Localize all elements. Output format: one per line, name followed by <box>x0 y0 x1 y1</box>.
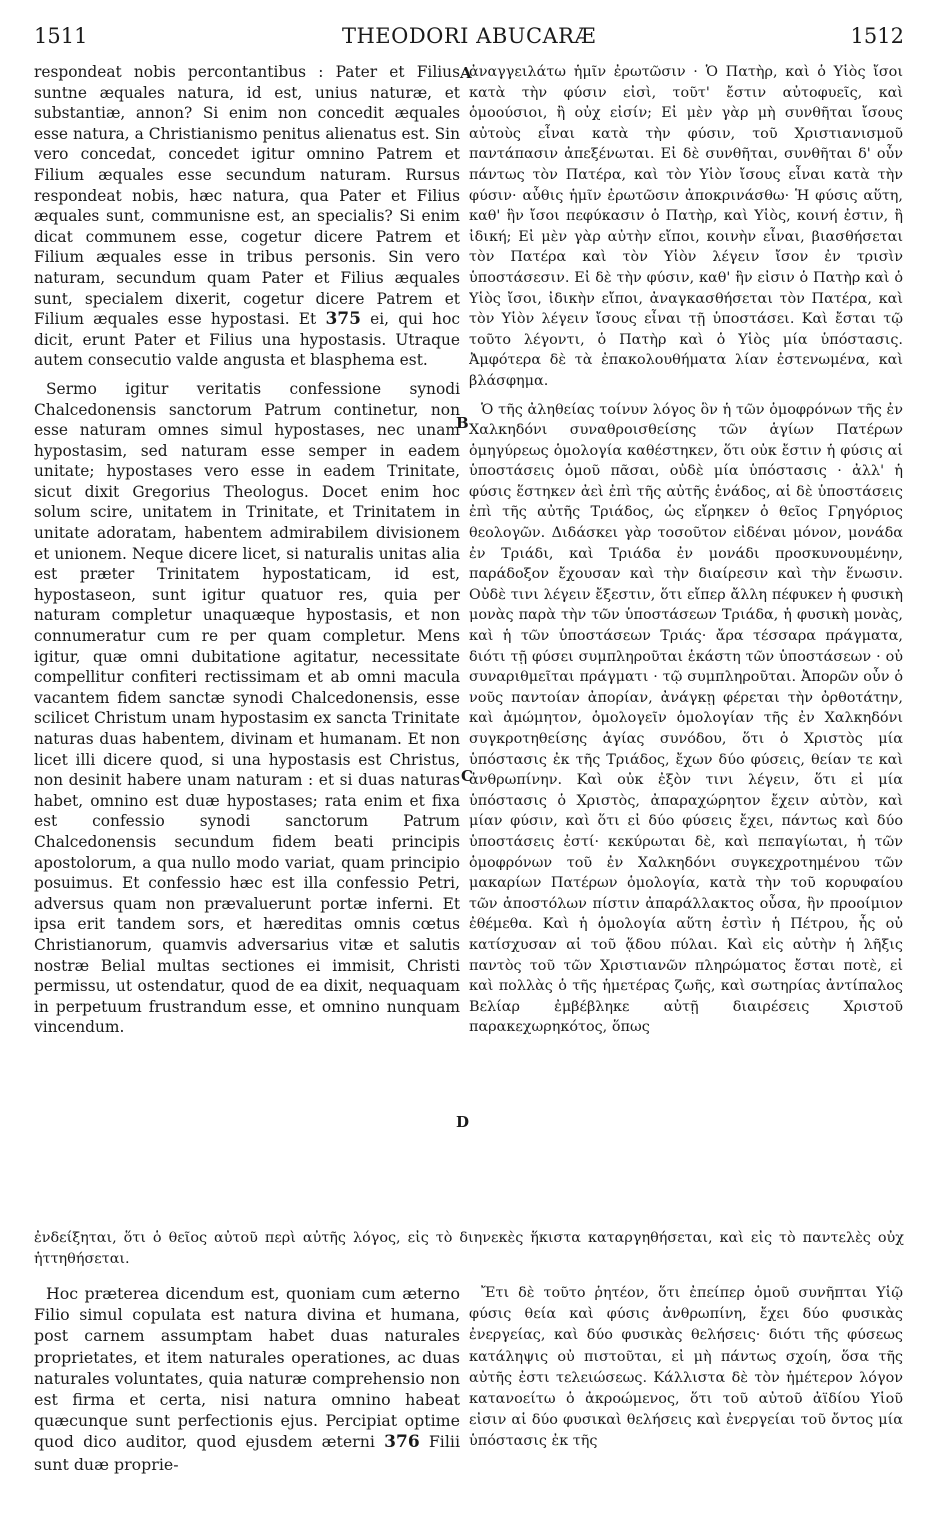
column-marker: 376 <box>384 1432 420 1453</box>
margin-letter-b: B <box>456 414 469 432</box>
latin-paragraph-1 <box>34 62 460 371</box>
latin-bottom-paragraph <box>34 1283 460 1520</box>
latin-text: Filii sunt duæ proprie- <box>34 1432 460 1474</box>
page-header <box>34 22 904 52</box>
latin-paragraph-2: Sermo igitur veritatis confessione synodi Chalcedonensis sanctorum Patrum continetur, non esse naturam omnes simul hypostases, nec unam hypostasim, sed naturam esse semper in eadem unitate; hypostases vero esse in eadem Trinitate, sicut dixit Gregorius Theologus. Docet enim hoc solum scire, unitatem in Trinitate, et Trinitatem in unitate adoratam, habentem admirabilem divisionem et unionem. Neque dicere licet, si naturalis unitas alia est præter Trinitatem hypostaticam, id est, hypostaseon, sunt igitur quatuor res, quia per naturam completur unaquæque hypostasis, et non connumeratur cum re per quam completur. Mens igitur, quæ omni dubitatione agitatur, necessitate compellitur confiteri rectissimam et ab omni macula vacantem fidem sanctæ synodi Chalcedonensis, esse scilicet Christum unam hypostasim ex sancta Trinitate naturas duas habentem, divinam et humanam. Et non licet illi dicere quod, si una hypostasis est Christus, non desinit habere unam naturam : et si duas naturas habet, omnino est duæ hypostases; rata enim et fixa est confessio synodi sanctorum Patrum Chalcedonensis secundum fidem beati principis apostolorum, a qua nullo modo variat, quam principio posuimus. Et confessio hæc est illa confessio Petri, adversus quam non prævaluerunt portæ inferni. Et ipsa erit tandem sors, et hæreditas omnis cœtus Christianorum, quamvis adversarius vitæ et salutis nostræ Belial multas sectiones ei immisit, Christi permissu, ut ostendatur, quod de ea dixit, nequaquam in perpetuum frustrandum esse, et omnino nunquam vincendum. <box>34 379 460 1037</box>
column-marker: 375 <box>325 309 361 330</box>
latin-text: respondeat nobis percontantibus : Pater et Filius suntne æquales natura, id est, unius naturæ, et substantiæ, annon? Si enim non concedit æquales esse natura, a Christianismo penitus alienatus est. Sin vero concedat, concedet igitur omnino Patrem et Filium æquales esse secundum naturam. Rursus respondeat nobis, hæc natura, qua Pater et Filius æquales sunt, communisne est, an specialis? Si enim dicat communem esse, cogetur dicere Patrem et Filium æquales esse in tribus personis. Sin vero naturam, secundum quam Pater et Filius æquales sunt, specialem dixerit, cogetur dicere Patrem et Filium æquales esse hypostasi. Et <box>34 63 460 329</box>
margin-letter-d: D <box>456 1113 470 1131</box>
margin-letter-c: C <box>461 767 473 785</box>
margin-letter-a: A <box>460 64 472 82</box>
greek-spill-line: ἐνδείξηται, ὅτι ὁ θεῖος αὐτοῦ περὶ αὐτῆς λόγος, εἰς τὸ διηνεκὲς ἥκιστα καταργηθήσεται, καὶ εἰς τὸ παντελὲς οὐχ ἡττηθήσεται. <box>34 1230 904 1267</box>
greek-paragraph-2: Ὁ τῆς ἀληθείας τοίνυν λόγος ὃν ἡ τῶν ὁμοφρόνων τῆς ἐν Χαλκηδόνι συναθροισθείσης τῶν ἁγίων Πατέρων ὁμηγύρεως ὁμολογία καθέστηκεν, ὅτι οὐκ ἔστιν ἡ φύσις αἱ ὑποστάσεις ὁμοῦ πᾶσαι, οὐδὲ μία ὑπόστασις · ἀλλ' ἡ φύσις ἕστηκεν ἀεὶ ἐπὶ τῆς αὐτῆς ἑνάδος, αἱ δὲ ὑποστάσεις ἐπὶ τῆς αὐτῆς Τριάδος, ὡς εἴρηκεν ὁ θεῖος Γρηγόριος θεολογῶν. Διδάσκει γὰρ τοσοῦτον εἰδέναι μόνον, μονάδα ἐν Τριάδι, καὶ Τριάδα ἐν μονάδι προσκυνουμένην, παράδοξον ἔχουσαν καὶ τὴν διαίρεσιν καὶ τὴν ἕνωσιν. Οὐδὲ τινι λέγειν ἔξεστιν, ὅτι εἴπερ ἄλλη πέφυκεν ἡ φυσικὴ μονὰς παρὰ τὴν τῶν ὑποστάσεων Τριάδα, ἡ φυσικὴ μονὰς, καὶ ἡ τῶν ὑποστάσεων Τριάς· ἄρα τέσσαρα πράγματα, διότι τῇ φύσει συμπληροῦται ἑκάστη τῶν ὑποστάσεων · οὐ συναριθμεῖται πράγματι · τῷ συμπληροῦται. Ἀπορῶν οὖν ὁ νοῦς παντοίαν ἀπορίαν, ἀνάγκῃ φέρεται τὴν ὀρθοτάτην, καὶ ἀμώμητον, ὁμολογεῖν ὁμολογίαν τῆς ἐν Χαλκηδόνι συγκροτηθείσης ἁγίας συνόδου, ὅτι ὁ Χριστὸς μία ὑπόστασις ἐκ τῆς Τριάδος, ἔχων δύο φύσεις, θείαν τε καὶ ἀνθρωπίνην. Καὶ οὐκ ἐξὸν τινι λέγειν, ὅτι εἰ μία ὑπόστασις ὁ Χριστὸς, ἀπαραχώρητον ἔχειν αὐτὸν, καὶ μίαν φύσιν, καὶ ὅτι εἰ δύο φύσεις ἔχει, πάντως καὶ δύο ὑποστάσεις ἐστί· κεκύρωται δὲ, καὶ πεπαγίωται, ἡ τῶν ὁμοφρόνων τοῦ ἐν Χαλκηδόνι συγκεχροτημένου τῶν μακαρίων Πατέρων ὁμολογία, κατὰ τὴν τοῦ κορυφαίου τῶν ἀποστόλων πίστιν ἀπαράλλακτος οὖσα, ἣν προοίμιον ἐθέμεθα. Καὶ ἡ ὁμολογία αὕτη ἐστὶν ἡ Πέτρου, ἧς οὐ κατίσχυσαν αἱ τοῦ ᾅδου πύλαι. Καὶ εἰς αὐτὴν ἡ λῆξις παντὸς τοῦ τῶν Χριστιανῶν πληρώματος ἔσται ποτὲ, εἰ καὶ πολλὰς ὁ τῆς ἡμετέρας ζωῆς, καὶ σωτηρίας ἀντίπαλος Βελίαρ ἐμβέβληκε αὐτῇ διαιρέσεις Χριστοῦ παρακεχωρηκότος, ὅπως <box>469 401 903 1036</box>
page-number-left: 1511 <box>34 24 88 48</box>
latin-column <box>34 62 460 1227</box>
greek-bottom-paragraph: Ἔτι δὲ τοῦτο ῥητέον, ὅτι ἐπείπερ ὁμοῦ συνῆπται Υἱῷ φύσις θεία καὶ φύσις ἀνθρωπίνη, ἔχει δύο φυσικὰς ἐνεργείας, καὶ δύο φυσικὰς θελήσεις· διότι τῆς φύσεως κατάληψις οὐ πιστοῦται, εἰ μὴ πάντως σχοίη, ὅσα τῆς αὐτῆς ἐστι τελειώσεως. Κάλλιστα δὲ τὸν ἡμέτερον λόγον κατανοείτω ὁ ἀκροώμενος, ὅτι τοῦ αὐτοῦ ἀϊδίου Υἱοῦ εἰσιν αἱ δύο φυσικαὶ θελήσεις καὶ ἐνεργείαι τοῦ ὄντος μία ὑπόστασις ἐκ τῆς <box>469 1285 903 1450</box>
running-title: THEODORI ABUCARÆ <box>341 24 597 48</box>
page-number-right: 1512 <box>850 24 904 48</box>
greek-paragraph-1: ἀναγγειλάτω ἡμῖν ἐρωτῶσιν · Ὁ Πατὴρ, καὶ ὁ Υἱὸς ἴσοι κατὰ τὴν φύσιν εἰσὶ, τοῦτ' ἔστιν αὐτοφυεῖς, καὶ ὁμοούσιοι, ἢ οὐχ εἰσίν; Εἰ μὲν γὰρ μὴ συνθῆται ἴσους αὐτοὺς εἶναι κατὰ τὴν φύσιν, τοῦ Χριστιανισμοῦ παντάπασιν ἀπεξένωται. Εἰ δὲ συνθῆται, συνθῆται δ' οὖν πάντως τὸν Πατέρα, καὶ τὸν Υἱὸν ἴσους εἶναι κατὰ τὴν φύσιν· αὖθις ἡμῖν ἐρωτῶσιν ἀποκρινάσθω· Ἡ φύσις αὕτη, καθ' ἣν ἴσοι πεφύκασιν ὁ Πατὴρ, καὶ Υἱὸς, κοινή ἐστιν, ἢ ἰδική; Εἰ μὲν γὰρ αὐτὴν εἴποι, κοινὴν εἶναι, βιασθήσεται τὸν Πατέρα καὶ τὸν Υἱὸν λέγειν ἴσον ἐν τρισὶν ὑποστάσεσιν. Εἰ δὲ τὴν φύσιν, καθ' ἣν εἰσιν ὁ Πατὴρ καὶ ὁ Υἱὸς ἴσοι, ἰδικὴν εἴποι, ἀναγκασθήσεται τὸν Πατέρα, καὶ τὸν Υἱὸν λέγειν ἴσους εἶναι τῇ ὑποστάσει. Καὶ ἔσται τῷ τοῦτο λέγοντι, ὁ Πατὴρ καὶ ὁ Υἱὸς μία ὑπόστασις. Ἀμφότερα δὲ τὰ ἐπακολουθήματα λίαν ἐστενωμένα, καὶ βλάσφημα. <box>469 64 903 389</box>
latin-text: ei, qui hoc dicit, erunt Pater et Filius una hypostasis. Utraque autem consecutio valde angusta et blasphema est. <box>34 310 460 370</box>
latin-text: Hoc præterea dicendum est, quoniam cum æterno Filio simul copulata est natura divina et humana, post carnem assumptam habet duas naturales proprietates, et item naturales operationes, ac duas naturales voluntates, quia naturæ comprehensio non est firma et certa, nisi natura omnino habeat quæcunque sunt perfectionis ejus. Percipiat optime quod dico auditor, quod ejusdem æterni <box>34 1284 460 1452</box>
greek-column <box>469 62 903 1227</box>
